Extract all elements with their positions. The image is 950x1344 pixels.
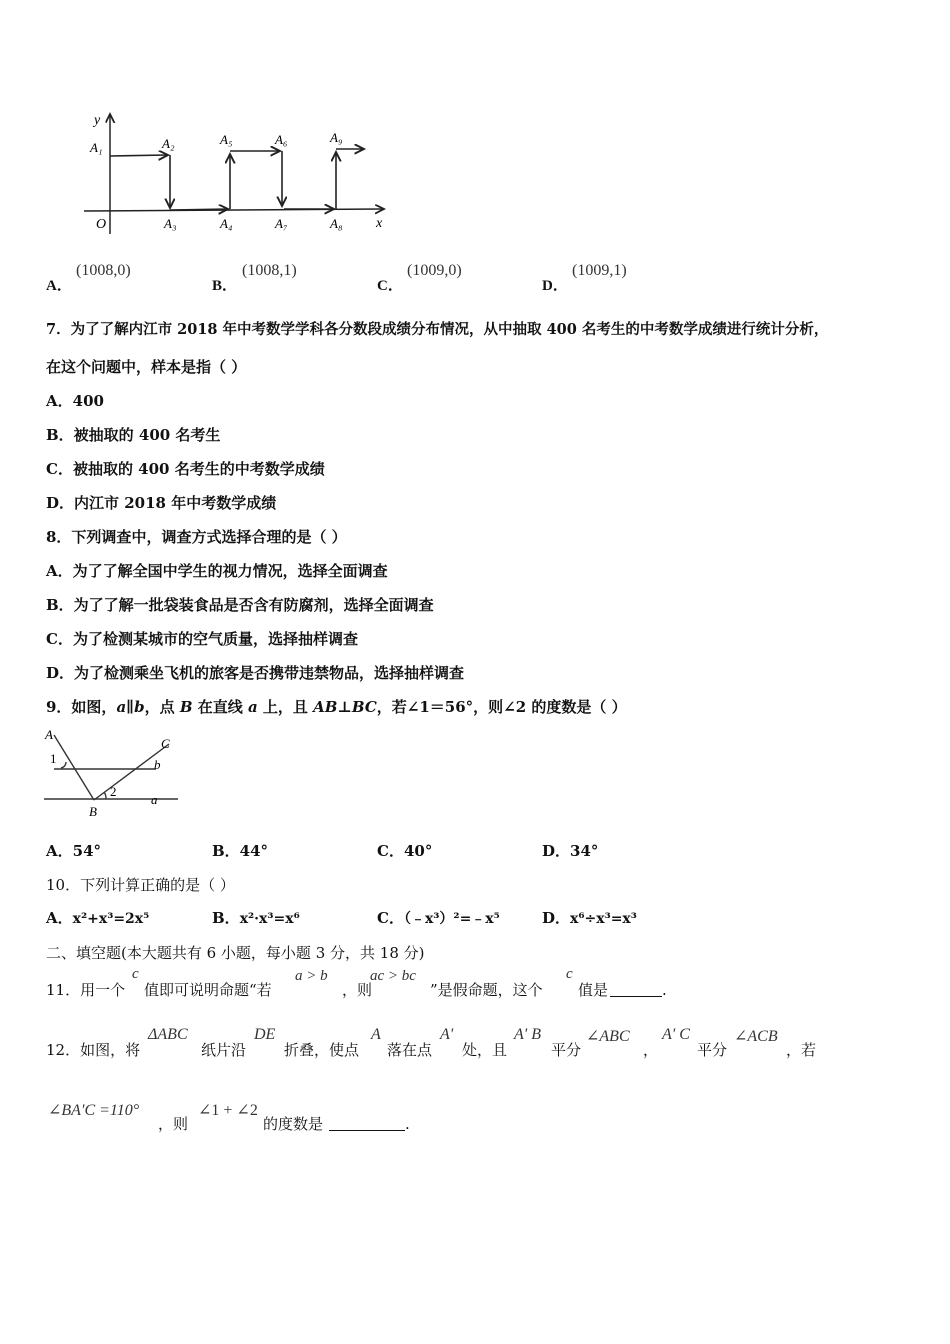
stem-text: 上，且 xyxy=(257,698,314,716)
q12-line2 xyxy=(46,1098,746,1138)
option-letter: A． xyxy=(46,278,72,294)
angle-1-arc xyxy=(61,762,66,768)
stem-math: AB⊥BC xyxy=(313,698,377,716)
q12-math: DE xyxy=(254,1026,276,1043)
q12-text: 纸片沿 xyxy=(201,1041,247,1059)
q12-text: 的度数是 xyxy=(263,1115,324,1133)
q12-text: 12．如图，将 xyxy=(46,1041,141,1059)
q9-option-d[interactable]: D．34° xyxy=(542,842,599,860)
q11-text: ”是假命题，这个 xyxy=(430,981,543,999)
label-b-point: B xyxy=(89,804,97,819)
q7-option-c[interactable]: C．被抽取的 400 名考生的中考数学成绩 xyxy=(46,460,325,478)
q7-option-b[interactable]: B．被抽取的 400 名考生 xyxy=(46,426,221,444)
origin-label: O xyxy=(96,217,107,232)
q11-answer-blank[interactable] xyxy=(610,980,662,997)
q9-option-b[interactable]: B．44° xyxy=(212,842,269,860)
q11-text: 11．用一个 xyxy=(46,981,126,999)
q12-text: 处，且 xyxy=(462,1041,508,1059)
q8-option-a[interactable]: A．为了了解全国中学生的视力情况，选择全面调查 xyxy=(46,562,388,580)
q12-math: A' B xyxy=(514,1026,541,1043)
q8-option-b[interactable]: B．为了了解一批袋装食品是否含有防腐剂，选择全面调查 xyxy=(46,596,434,614)
stem-text: 9．如图， xyxy=(46,698,117,716)
q7-stem-line2: 在这个问题中，样本是指（ ） xyxy=(46,358,247,376)
segment-bc xyxy=(94,744,169,800)
q10-option-a[interactable] xyxy=(46,908,149,929)
y-axis-label: y xyxy=(94,113,101,128)
q9-option-a[interactable]: A．54° xyxy=(46,842,102,860)
stem-text: ，若∠1＝56°，则∠2 的度数是（ ） xyxy=(376,698,627,716)
x-axis xyxy=(84,209,384,211)
stem-math: a xyxy=(247,698,258,716)
point-label: A₈ xyxy=(330,216,343,231)
q11-math-c: c xyxy=(132,966,139,982)
option-letter: D． xyxy=(542,278,568,294)
option-letter: B． xyxy=(212,278,238,294)
option-letter: B． xyxy=(212,909,240,927)
label-c-point: C xyxy=(161,736,170,751)
stem-math: a∥b xyxy=(116,698,145,716)
option-value: (1009,0) xyxy=(407,262,462,279)
q12-text: ， xyxy=(643,1041,659,1059)
option-expr: x²·x³=x⁶ xyxy=(239,911,300,927)
stem-math: B xyxy=(179,698,193,716)
q7-option-a[interactable]: A．400 xyxy=(46,392,104,410)
q11-text: 值是 xyxy=(578,981,609,999)
zigzag-path xyxy=(110,149,364,210)
q11-text: . xyxy=(662,981,667,999)
option-letter: A． xyxy=(46,909,73,927)
option-expr: （﹣x³）²=﹣x⁵ xyxy=(403,911,500,927)
q12-math: ∠ACB xyxy=(734,1028,778,1045)
q8-option-c[interactable]: C．为了检测某城市的空气质量，选择抽样调查 xyxy=(46,630,358,648)
q8-option-d[interactable]: D．为了检测乘坐飞机的旅客是否携带违禁物品，选择抽样调查 xyxy=(46,664,465,682)
q12-math: ∠ABC xyxy=(586,1028,630,1045)
segment-ab xyxy=(54,735,94,800)
q11 xyxy=(46,966,916,1006)
q11-math-c: c xyxy=(566,966,573,982)
q12-answer-blank[interactable] xyxy=(329,1114,405,1131)
label-line-b: b xyxy=(154,757,161,772)
label-line-a: a xyxy=(151,792,158,807)
q12-line1 xyxy=(46,1024,926,1064)
q9-stem xyxy=(46,697,627,717)
point-label: A₃ xyxy=(164,216,177,231)
q10-option-c[interactable] xyxy=(377,908,500,929)
x-axis-label: x xyxy=(376,216,383,231)
stem-text: 在直线 xyxy=(192,698,248,716)
point-label: A₇ xyxy=(275,216,288,231)
q12-math: ∠BA′C =110° xyxy=(48,1102,140,1119)
option-expr: x²+x³=2x⁵ xyxy=(72,911,150,927)
label-angle-2: 2 xyxy=(110,784,117,799)
q12-text: 落在点 xyxy=(387,1041,433,1059)
option-value: (1009,1) xyxy=(572,262,627,279)
angle-2-arc xyxy=(104,792,106,799)
q12-math: ∠1 + ∠2 xyxy=(198,1102,258,1119)
q12-text: 折叠，使点 xyxy=(284,1041,360,1059)
label-angle-1: 1 xyxy=(50,751,57,766)
section-heading: 二、填空题(本大题共有 6 小题，每小题 3 分，共 18 分) xyxy=(46,944,425,962)
q7-option-d[interactable]: D．内江市 2018 年中考数学成绩 xyxy=(46,494,277,512)
q12-text: ，则 xyxy=(158,1115,189,1133)
q9-parallel-lines-figure xyxy=(44,728,178,822)
q10-option-d[interactable] xyxy=(542,908,637,929)
q12-math: A' C xyxy=(662,1026,690,1043)
q12-math: ΔABC xyxy=(148,1026,188,1043)
point-label: A₉ xyxy=(330,130,343,145)
q11-text: ，则 xyxy=(342,981,373,999)
point-label: A₅ xyxy=(220,132,233,147)
q12-text: . xyxy=(405,1115,410,1133)
point-label: A₂ xyxy=(162,136,175,151)
option-letter: C． xyxy=(377,909,404,927)
point-label: A₄ xyxy=(220,216,233,231)
q7-stem-line1: 7．为了了解内江市 2018 年中考数学学科各分数段成绩分布情况，从中抽取 400 名考生的中考数学成绩进行统计分析， xyxy=(46,321,829,338)
option-letter: D． xyxy=(542,909,571,927)
q12-math: A xyxy=(371,1026,381,1043)
label-a-point: A xyxy=(45,728,53,742)
point-label: A₁ xyxy=(90,140,103,155)
q12-text: ，若 xyxy=(786,1041,817,1059)
point-label: A₆ xyxy=(275,132,288,147)
q8-stem: 8．下列调查中，调查方式选择合理的是（ ） xyxy=(46,528,347,546)
option-letter: C． xyxy=(377,278,403,294)
q12-math: A' xyxy=(440,1026,454,1043)
stem-text: ，点 xyxy=(144,698,180,716)
q11-text: 值即可说明命题“若 xyxy=(144,981,272,999)
q12-text: 平分 xyxy=(551,1041,582,1059)
q11-math-agtb: a > b xyxy=(295,968,328,984)
option-value: (1008,0) xyxy=(76,262,131,279)
q6-coordinate-figure xyxy=(84,106,394,238)
q10-option-b[interactable] xyxy=(212,908,300,929)
q12-text: 平分 xyxy=(697,1041,728,1059)
option-value: (1008,1) xyxy=(242,262,297,279)
option-expr: x⁶÷x³=x³ xyxy=(570,911,637,927)
q9-option-c[interactable]: C．40° xyxy=(377,842,433,860)
q10-stem: 10．下列计算正确的是（ ） xyxy=(46,876,235,894)
q11-math-acgtbc: ac > bc xyxy=(370,968,416,984)
